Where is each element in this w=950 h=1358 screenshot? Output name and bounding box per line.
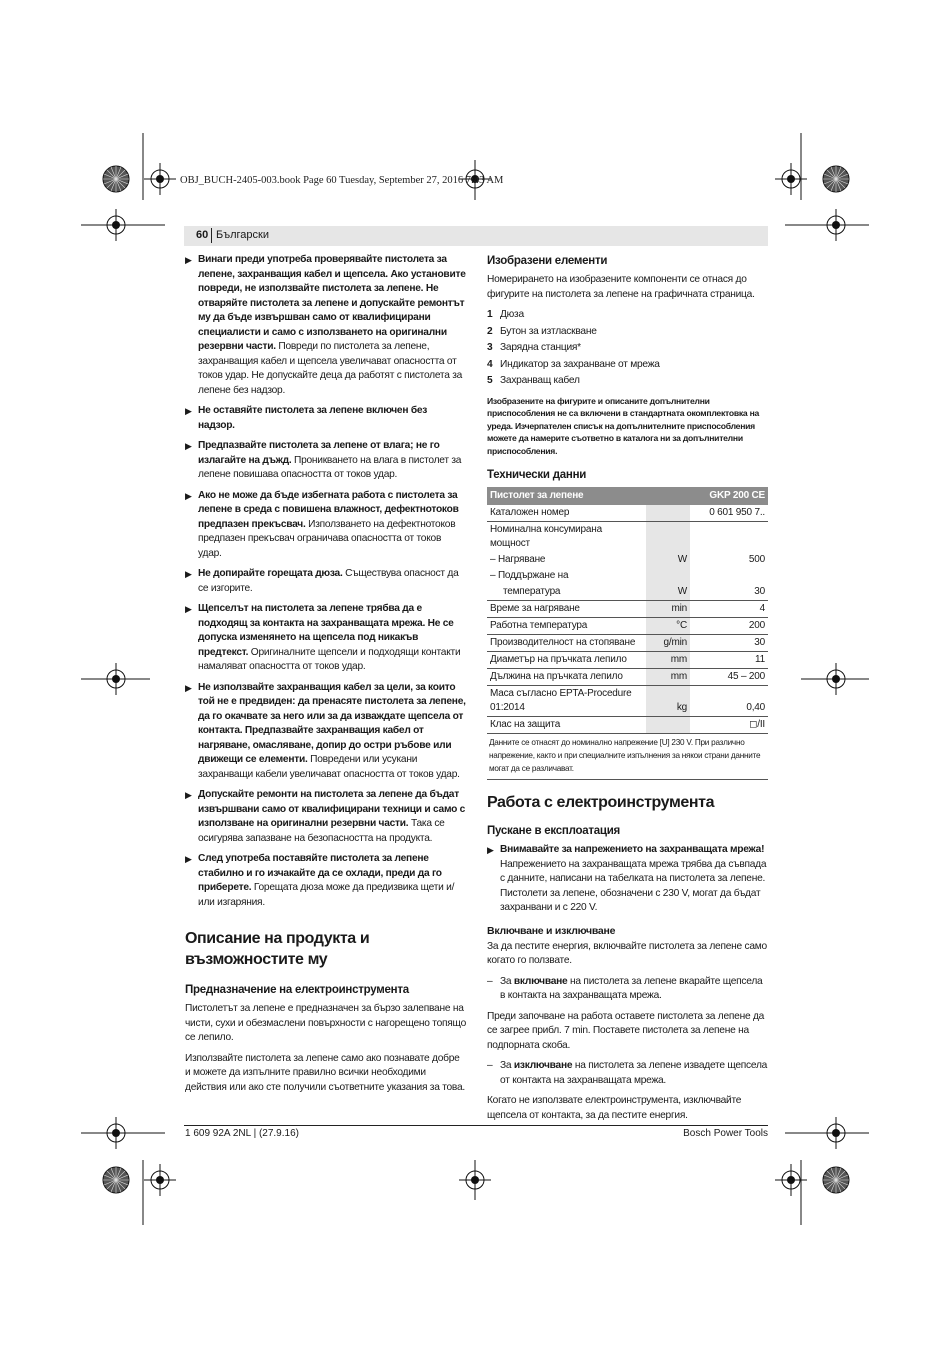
table-row: Дължина на пръчката лепило mm 45 – 200	[487, 669, 768, 686]
safety-bullet: ▶ Не оставяйте пистолета за лепене включен без надзор.	[185, 405, 428, 431]
print-info: OBJ_BUCH-2405-003.book Page 60 Tuesday, September 27, 2016 7:43 AM	[180, 175, 504, 186]
paragraph: За да пестите енергия, включвайте пистолета за лепене само когато го ползвате.	[487, 940, 767, 966]
subheading-on-off: Включване и изключване	[487, 924, 616, 937]
subheading-tech-data: Технически данни	[487, 469, 587, 481]
safety-bullet: ▶ Не допирайте горещата дюза. Съществува опасност да се изгорите.	[185, 568, 459, 594]
safety-bullet: ▶ Ако не може да бъде избегната работа с пистолета за лепене в среда с повишена влажност, дефектнотоков предпазен прекъсвач. Използването на дефектнотоков предпазен прекъсвач ограничава опасността от токов удар.	[185, 489, 459, 559]
page-number: 60	[196, 229, 209, 241]
paragraph: Преди започване на работа оставете пистолета за лепене да се загрее прибл. 7 min. Поставете пистолета за лепене на подпорната скоба.	[487, 1010, 765, 1051]
table-row: Номинална консумирана мощност	[487, 522, 768, 553]
tech-data-table	[487, 487, 768, 734]
component-list	[487, 308, 768, 389]
bullet-triangle-icon: ▶	[487, 845, 494, 855]
table-row: Каталожен номер 0 601 950 7..	[487, 505, 768, 522]
table-header-label: Пистолет за лепене	[487, 487, 690, 505]
table-row: – Поддържане на	[487, 568, 768, 584]
section-heading-description: Описание на продукта и възможностите му	[185, 930, 370, 968]
bullet-triangle-icon: ▶	[185, 790, 192, 800]
list-item: 2 Бутон за изтласкване	[487, 325, 597, 337]
table-row: Време за нагряване min 4	[487, 601, 768, 618]
table-row: Производителност на стопяване g/min 30	[487, 635, 768, 652]
dash-item: – За изключване на пистолета за лепене извадете щепсела от контакта на захранващата мрежа.	[487, 1060, 768, 1086]
bullet-triangle-icon: ▶	[185, 406, 192, 416]
table-row: Работна температура °C 200	[487, 618, 768, 635]
protection-class-value: ◻/II	[690, 717, 768, 734]
right-column	[487, 253, 768, 1129]
dash-item: – За включване на пистолета за лепене вкарайте щепсела в контакта на захранващата мрежа.	[487, 975, 763, 1001]
language-label: Български	[216, 229, 269, 241]
list-item: 4 Индикатор за захранване от мрежа	[487, 358, 660, 370]
subheading-start: Пускане в експлоатация	[487, 825, 621, 837]
footer-divider	[184, 1125, 768, 1126]
safety-bullet: ▶ Щепселът на пистолета за лепене трябва да е подходящ за контакта на захранващата мрежа. Не се допуска изменянето на щепсела под никакъв предтекст. Оригиналните щепсели и подходящи контакти намаляват опасността от токов удар.	[185, 603, 461, 672]
paragraph: Използвайте пистолета за лепене само ако познавате добре и можете да изпълните правилно всички необходими действия или ако сте получили съответните указания за това.	[185, 1052, 465, 1093]
section-heading-work: Работа с електроинструмента	[487, 794, 715, 811]
paragraph: Пистолетът за лепене е предназначен за бързо залепване на чисти, сухи и обезмаслени повърхности с нагорещено топящо се лепило.	[185, 1003, 466, 1043]
bullet-triangle-icon: ▶	[185, 854, 192, 864]
header-divider	[211, 228, 212, 243]
safety-bullet: ▶ Внимавайте за напрежението на захранващата мрежа! Напрежението на захранващата мрежа трябва да съвпада с данните, написани на табелката на пистолета за лепене. Пистолети за лепене, обозначени с 230 V, могат да бъдат захранвани и с 220 V.	[487, 844, 767, 913]
bullet-triangle-icon: ▶	[185, 441, 192, 451]
bullet-triangle-icon: ▶	[185, 255, 192, 265]
table-row: температура W 30	[487, 584, 768, 601]
left-column	[185, 253, 466, 1101]
bullet-triangle-icon: ▶	[185, 604, 192, 614]
bullet-triangle-icon: ▶	[185, 490, 192, 501]
subheading-components: Изобразени елементи	[487, 255, 608, 267]
table-row: Маса съгласно EPTA-Procedure 01:2014 kg 0,40	[487, 686, 768, 717]
components-note: Изобразените на фигурите и описаните допълнителни приспособления не са включени в стандартната окомплектовка на уреда. Изчерпателен списък на допълнителните приспособления можете да намерите съответно в каталога ни за допълнителни приспособления.	[487, 395, 760, 456]
subheading-purpose: Предназначение на електроинструмента	[185, 984, 409, 996]
list-item: 3 Зарядна станция*	[487, 342, 581, 353]
safety-bullet: ▶ Допускайте ремонти на пистолета за лепене да бъдат извършвани само от квалифицирани техници и само с използване на оригинални резервни части. Така се осигурява запазване на безопасността на продукта.	[185, 789, 466, 844]
safety-bullet: ▶ Предпазвайте пистолета за лепене от влага; не го излагайте на дъжд. Проникването на влага в пистолет за лепене повишава опасността от токов удар.	[185, 440, 462, 480]
footer-brand: Bosch Power Tools	[683, 1128, 768, 1139]
table-row: – Нагряване W 500	[487, 552, 768, 568]
list-item: 1 Дюза	[487, 309, 524, 320]
paragraph: Номерирането на изобразените компоненти се отнася до фигурите на пистолета за лепене на графичната страница.	[487, 274, 755, 300]
table-header-row	[487, 487, 768, 505]
paragraph: Когато не използвате електроинструмента, изключвайте щепсела от контакта, за да пестите енергия.	[487, 1095, 742, 1121]
table-row: Диаметър на пръчката лепило mm 11	[487, 652, 768, 669]
safety-bullet: ▶ Винаги преди употреба проверявайте пистолета за лепене, захранващия кабел и щепсела. Ако установите повреди, не използвайте пистолета за лепене. Не отваряйте пистолета за лепене и допускайте ремонтът му да бъде извършван само от квалифицирани специалисти и само с използването на оригинални резервни части. Повреди по пистолета за лепене, захранващия кабел и щепсела увеличават опасността от токов удар. Не допускайте деца да работят с пистолета за лепене без надзор.	[185, 254, 466, 396]
table-footnote: Данните се отнасят до номинално напрежение [U] 230 V. При различно напрежение, както и при специалните изпълнения за някои страни данните могат да се различават.	[487, 734, 768, 780]
bullet-triangle-icon: ▶	[185, 682, 192, 693]
table-header-model: GKP 200 CE	[690, 487, 768, 505]
page-header	[184, 226, 768, 246]
bullet-triangle-icon: ▶	[185, 569, 192, 579]
safety-bullet: ▶ След употреба поставяйте пистолета за лепене стабилно и го изчакайте да се охлади, преди да го приберете. Горещата дюза може да предизвика щети и/или изгаряния.	[185, 853, 455, 908]
table-row: Клас на защита ◻/II	[487, 717, 768, 734]
safety-bullet: ▶ Не използвайте захранващия кабел за цели, за които той не е предвиден: да пренасяте пистолета за лепене, да го окачвате за него или за да изваждате щепсела от контакта. Предпазвайте захранващия кабел от нагряване, омасляване, допир до остри ръбове или движещи се елементи. Повредени или усукани захранващи кабели увеличават опасността от токов удар.	[185, 681, 466, 780]
footer-doc-code: 1 609 92A 2NL | (27.9.16)	[185, 1128, 299, 1139]
list-item: 5 Захранващ кабел	[487, 375, 580, 386]
